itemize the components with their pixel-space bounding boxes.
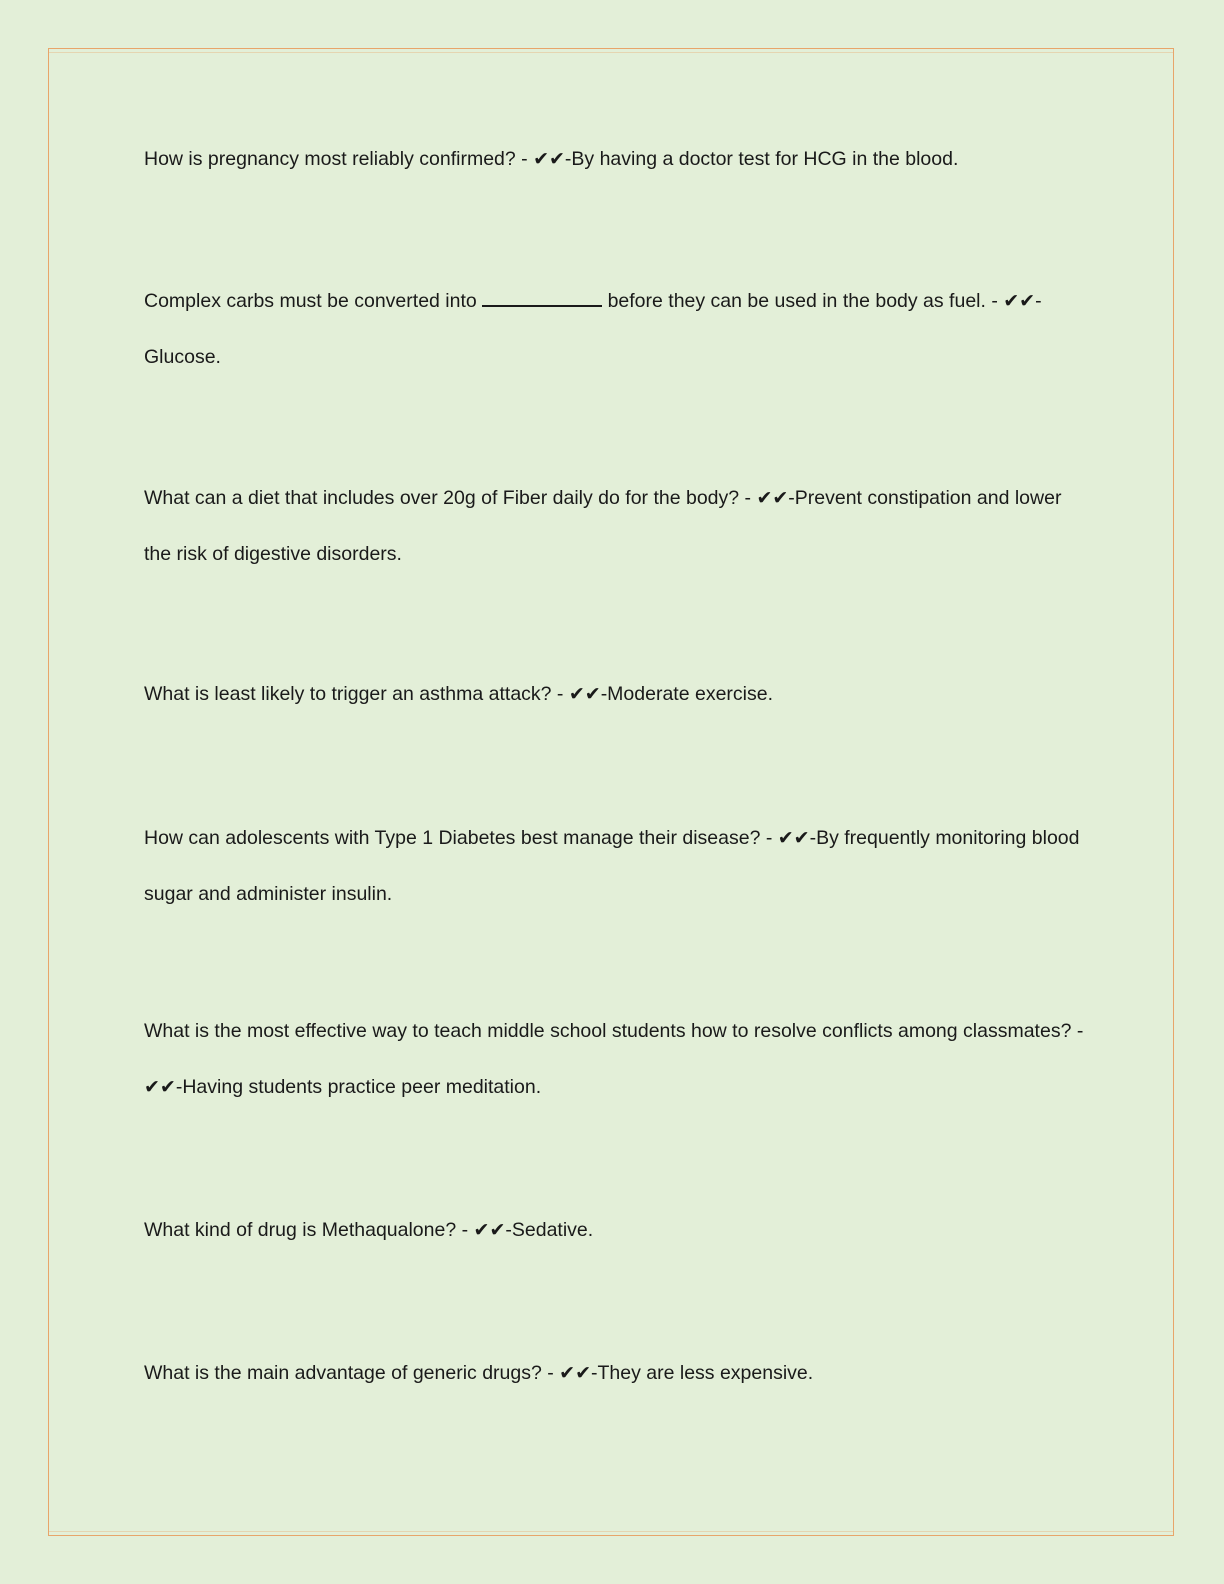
answer-text: -Glucose.	[144, 290, 1042, 368]
double-checkmark-icon: ✔✔	[777, 827, 810, 849]
double-checkmark-icon: ✔✔	[1003, 290, 1036, 312]
double-checkmark-icon: ✔✔	[756, 487, 789, 509]
answer-text: -Sedative.	[505, 1219, 594, 1241]
qa-item-1	[144, 131, 1084, 187]
qa-item-3	[144, 470, 1084, 582]
double-checkmark-icon: ✔✔	[568, 683, 601, 705]
question-text: What is least likely to trigger an asthma attack? -	[144, 683, 569, 705]
fill-in-blank-line	[482, 291, 602, 307]
qa-item-4	[144, 666, 1084, 722]
answer-text: -Moderate exercise.	[600, 683, 774, 705]
qa-item-5	[144, 810, 1084, 922]
question-text: How can adolescents with Type 1 Diabetes best manage their disease? -	[144, 827, 778, 849]
question-text-before-blank: Complex carbs must be converted into	[144, 290, 483, 312]
page-border	[48, 48, 1174, 1536]
double-checkmark-icon: ✔✔	[533, 148, 565, 170]
answer-text: -Having students practice peer meditation.	[175, 1076, 542, 1098]
double-checkmark-icon: ✔✔	[559, 1362, 591, 1384]
question-text: What can a diet that includes over 20g of Fiber daily do for the body? -	[144, 487, 757, 509]
question-text: How is pregnancy most reliably confirmed? -	[144, 148, 534, 170]
question-text: What is the most effective way to teach middle school students how to resolve conflicts among classmates? -	[144, 1020, 1084, 1042]
qa-item-8	[144, 1345, 1084, 1401]
answer-text: -By frequently monitoring blood sugar and administer insulin.	[144, 827, 1080, 905]
answer-text: -They are less expensive.	[591, 1362, 814, 1384]
question-text: What kind of drug is Methaqualone? -	[144, 1219, 474, 1241]
qa-item-7	[144, 1202, 1084, 1258]
answer-text: -By having a doctor test for HCG in the blood.	[564, 148, 959, 170]
qa-item-2	[144, 273, 1084, 385]
qa-item-6	[144, 1003, 1084, 1115]
double-checkmark-icon: ✔✔	[473, 1219, 506, 1241]
question-text-after-blank: before they can be used in the body as fuel. -	[602, 290, 1004, 312]
double-checkmark-icon: ✔✔	[144, 1076, 176, 1098]
question-text: What is the main advantage of generic drugs? -	[144, 1362, 560, 1384]
answer-text: -Prevent constipation and lower the risk of digestive disorders.	[144, 487, 1062, 565]
